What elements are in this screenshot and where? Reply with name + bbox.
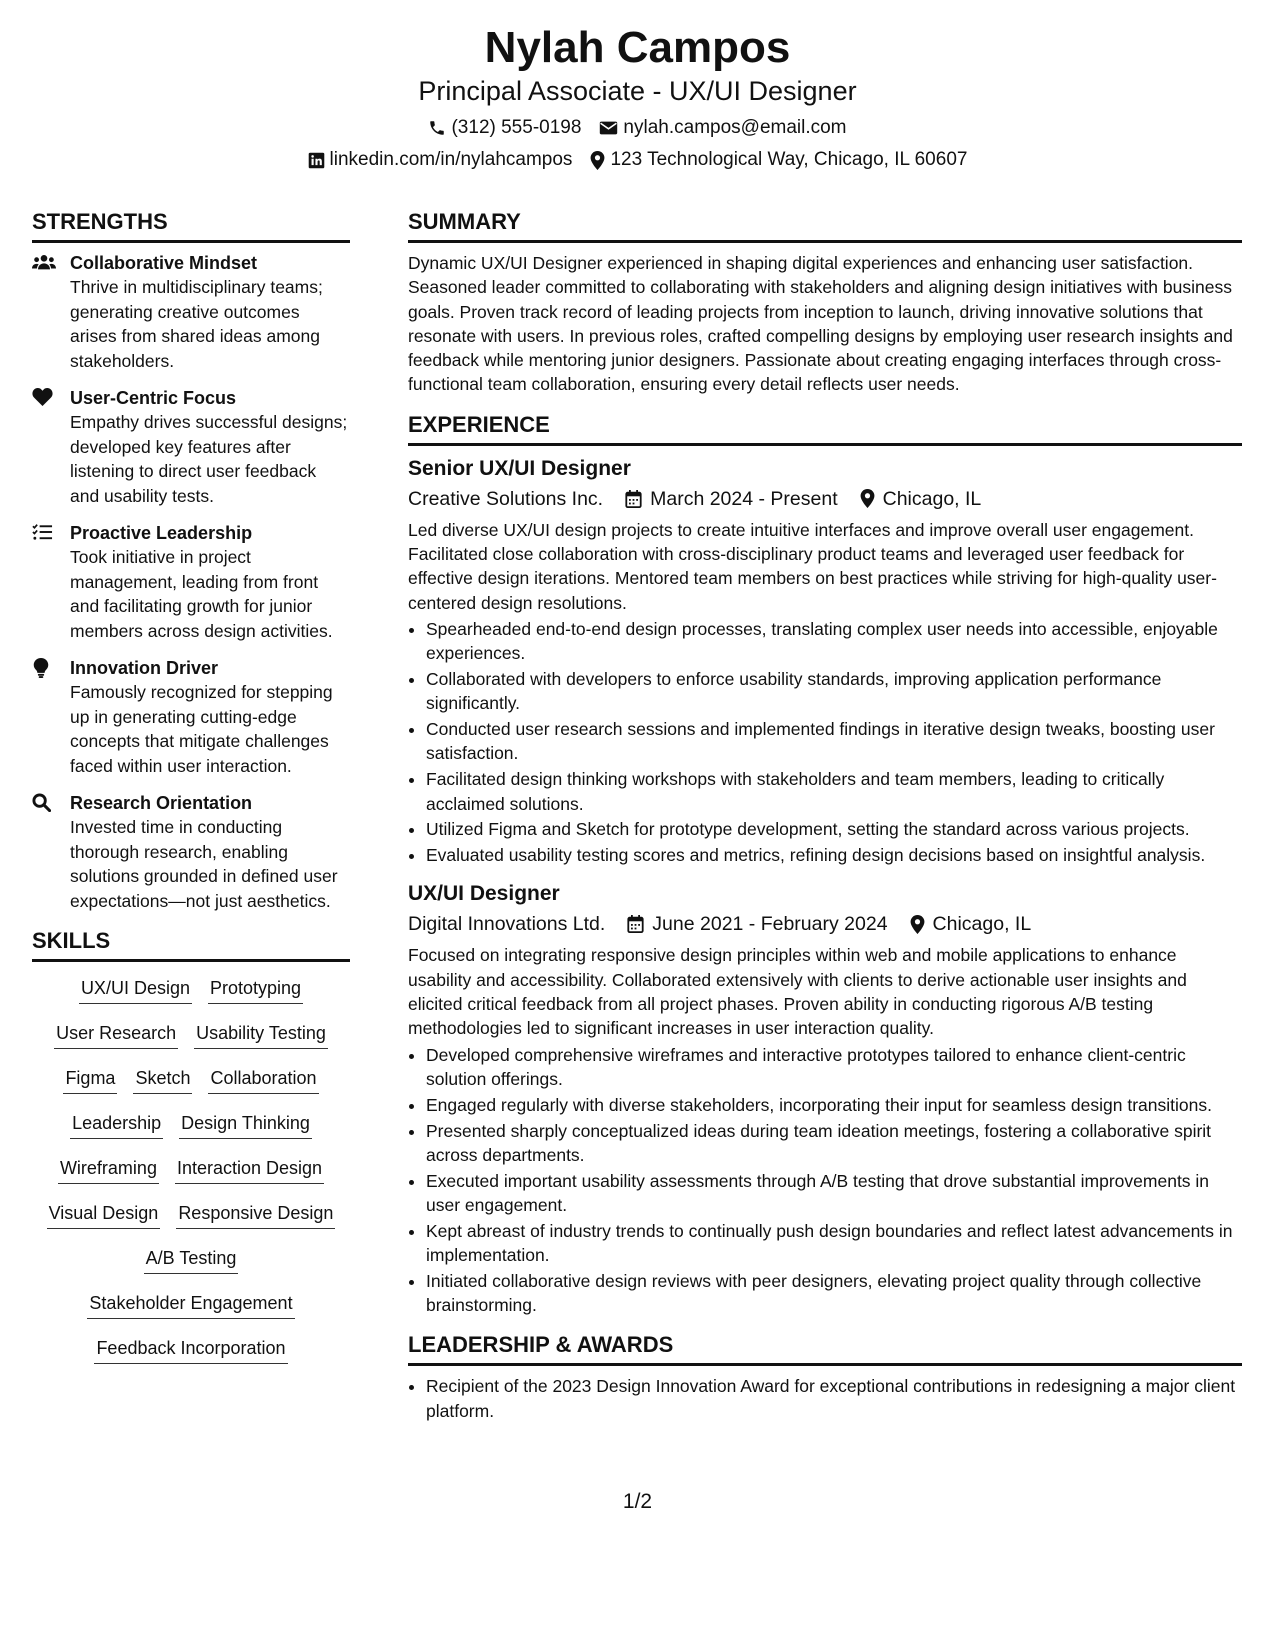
skill-tag: A/B Testing xyxy=(144,1246,239,1274)
strength-title: Research Orientation xyxy=(70,793,253,813)
search-icon xyxy=(32,791,70,913)
leadership-bullets xyxy=(408,1374,1242,1423)
strength-item xyxy=(32,386,350,508)
skill-tag: Collaboration xyxy=(208,1066,318,1094)
contact-row-1 xyxy=(0,116,1275,140)
page-number: 1/2 xyxy=(622,1490,653,1513)
skill-row xyxy=(32,1156,350,1201)
skill-row xyxy=(32,1246,350,1291)
linkedin-link[interactable]: linkedin.com/in/nylahcampos xyxy=(329,149,573,170)
map-pin-icon xyxy=(860,489,875,508)
address-text: 123 Technological Way, Chicago, IL 60607 xyxy=(610,149,968,170)
skill-tag: Design Thinking xyxy=(179,1111,312,1139)
bullet-item: • Facilitated design thinking workshops with stakeholders and team members, leading to critically acclaimed solutions. xyxy=(426,767,1242,816)
bullet-item: • Presented sharply conceptualized ideas during team ideation meetings, fostering a collaborative spirit across departments. xyxy=(426,1119,1242,1168)
bullet-item: • Executed important usability assessments through A/B testing that drove substantial improvements in user engagement. xyxy=(426,1169,1242,1218)
strength-desc: Famously recognized for stepping up in generating cutting-edge concepts that mitigate challenges faced within user interaction. xyxy=(70,682,333,776)
skill-tag: Wireframing xyxy=(58,1156,159,1184)
bullet-item: • Conducted user research sessions and implemented findings in iterative design tweaks, boosting user satisfaction. xyxy=(426,717,1242,766)
summary-heading: SUMMARY xyxy=(408,208,1242,243)
skill-row xyxy=(32,1336,350,1381)
strength-item xyxy=(32,251,350,373)
bullet-item: • Kept abreast of industry trends to continually push design boundaries and reflect latest advancements in implementation. xyxy=(426,1219,1242,1268)
candidate-name: Nylah Campos xyxy=(484,23,791,72)
skills-section xyxy=(32,927,350,1381)
job-entry xyxy=(408,454,1242,868)
job-bullets xyxy=(408,1043,1242,1318)
list-check-icon xyxy=(32,521,70,643)
experience-section xyxy=(408,411,1242,1318)
bullet-item: • Utilized Figma and Sketch for prototype development, setting the standard across various projects. xyxy=(426,817,1242,841)
leadership-section xyxy=(408,1331,1242,1423)
job-meta xyxy=(408,484,1242,514)
bullet-item: • Evaluated usability testing scores and metrics, refining design decisions based on insightful analysis. xyxy=(426,843,1242,867)
skill-row xyxy=(32,1201,350,1246)
skill-tag: Interaction Design xyxy=(175,1156,324,1184)
job-entry xyxy=(408,879,1242,1317)
skill-row xyxy=(32,1021,350,1066)
left-column xyxy=(32,208,350,1381)
users-icon xyxy=(32,251,70,373)
summary-text: Dynamic UX/UI Designer experienced in shaping digital experiences and enhancing user satisfaction. Seasoned leader committed to collaborating with stakeholders and aligning design initiatives with business goals. Proven track record of leading projects from inception to launch, driving innovative solutions that resonate with users. In previous roles, crafted compelling designs by employing user research insights and feedback while mentoring junior designers. Passionate about creating engaging interfaces through cross-functional team collaboration, ensuring every detail reflects user needs. xyxy=(408,253,1233,395)
candidate-role: Principal Associate - UX/UI Designer xyxy=(418,76,857,106)
skill-tag: Stakeholder Engagement xyxy=(87,1291,294,1319)
experience-heading: EXPERIENCE xyxy=(408,411,1242,446)
linkedin-contact[interactable] xyxy=(308,148,573,172)
linkedin-icon xyxy=(308,152,325,169)
bullet-item: • Recipient of the 2023 Design Innovation Award for exceptional contributions in redesigning a major client platform. xyxy=(426,1374,1242,1423)
strength-desc: Empathy drives successful designs; developed key features after listening to direct user feedback and usability tests. xyxy=(70,412,348,506)
skill-list xyxy=(32,970,350,1381)
job-bullets xyxy=(408,617,1242,867)
skill-tag: Leadership xyxy=(70,1111,163,1139)
strength-title: Proactive Leadership xyxy=(70,523,253,543)
contact-row-2 xyxy=(0,148,1275,172)
heart-icon xyxy=(32,386,70,508)
job-description: Led diverse UX/UI design projects to create intuitive interfaces and improve overall user engagement. Facilitated close collaboration with cross-disciplinary product teams and leveraged user feedback for effective design iterations. Mentored team members on best practices while striving for high-quality user-centered design resolutions. xyxy=(408,519,1217,613)
skill-tag: Prototyping xyxy=(208,976,303,1004)
skill-row xyxy=(32,1066,350,1111)
bullet-item: • Collaborated with developers to enforce usability standards, improving application performance significantly. xyxy=(426,667,1242,716)
lightbulb-icon xyxy=(32,656,70,778)
bullet-item: • Developed comprehensive wireframes and interactive prototypes tailored to enhance client-centric solution offerings. xyxy=(426,1043,1242,1092)
skill-tag: Figma xyxy=(63,1066,117,1094)
job-meta xyxy=(408,909,1242,939)
envelope-icon xyxy=(599,120,618,136)
company-name: Creative Solutions Inc. xyxy=(408,487,604,510)
strength-desc: Invested time in conducting thorough research, enabling solutions grounded in defined user expectations—not just aesthetics. xyxy=(70,817,338,911)
skill-row xyxy=(32,976,350,1021)
strength-title: User-Centric Focus xyxy=(70,388,237,408)
strength-desc: Took initiative in project management, leading from front and facilitating growth for junior members across design activities. xyxy=(70,547,333,641)
job-title: Senior UX/UI Designer xyxy=(408,456,631,480)
job-location: Chicago, IL xyxy=(932,913,1032,936)
calendar-icon xyxy=(627,915,644,933)
skills-heading: SKILLS xyxy=(32,927,350,962)
company-name: Digital Innovations Ltd. xyxy=(408,913,606,936)
email-link[interactable]: nylah.campos@email.com xyxy=(623,117,847,138)
skill-row xyxy=(32,1111,350,1156)
strengths-section xyxy=(32,208,350,913)
map-pin-icon xyxy=(910,915,925,934)
strength-title: Collaborative Mindset xyxy=(70,253,258,273)
skill-row xyxy=(32,1291,350,1336)
strength-item xyxy=(32,656,350,778)
leadership-heading: LEADERSHIP & AWARDS xyxy=(408,1331,1242,1366)
summary-section xyxy=(408,208,1242,397)
resume-header xyxy=(0,22,1275,172)
skill-tag: Responsive Design xyxy=(176,1201,335,1229)
phone-icon xyxy=(428,119,446,137)
right-column xyxy=(408,208,1242,1424)
job-description: Focused on integrating responsive design principles within web and mobile applications to enhance usability and accessibility. Collaborated extensively with clients to derive actionable user insights and elicited critical feedback from all project phases. Proven ability in conducting rigorous A/B testing methodologies led to significant increases in user interaction quality. xyxy=(408,945,1187,1039)
skill-tag: User Research xyxy=(54,1021,178,1049)
skill-tag: Usability Testing xyxy=(194,1021,328,1049)
strength-title: Innovation Driver xyxy=(70,658,219,678)
skill-tag: Visual Design xyxy=(47,1201,161,1229)
skill-tag: UX/UI Design xyxy=(79,976,192,1004)
address-contact xyxy=(590,148,967,172)
phone-contact xyxy=(428,116,581,140)
strength-desc: Thrive in multidisciplinary teams; generating creative outcomes arises from shared ideas among stakeholders. xyxy=(70,277,323,371)
bullet-item: • Spearheaded end-to-end design processes, translating complex user needs into accessible, enjoyable experiences. xyxy=(426,617,1242,666)
strength-item xyxy=(32,521,350,643)
skill-tag: Sketch xyxy=(133,1066,192,1094)
map-pin-icon xyxy=(590,151,605,170)
skill-tag: Feedback Incorporation xyxy=(94,1336,287,1364)
job-dates: March 2024 - Present xyxy=(650,487,838,510)
job-location: Chicago, IL xyxy=(882,487,982,510)
job-dates: June 2021 - February 2024 xyxy=(652,913,888,936)
calendar-icon xyxy=(625,490,642,508)
email-contact[interactable] xyxy=(599,116,846,140)
strength-item xyxy=(32,791,350,913)
job-title: UX/UI Designer xyxy=(408,882,560,906)
phone-text: (312) 555-0198 xyxy=(451,117,582,138)
bullet-item: • Engaged regularly with diverse stakeholders, incorporating their input for seamless design transitions. xyxy=(426,1093,1242,1117)
bullet-item: • Initiated collaborative design reviews with peer designers, elevating project quality through collective brainstorming. xyxy=(426,1269,1242,1318)
strengths-heading: STRENGTHS xyxy=(32,208,350,243)
